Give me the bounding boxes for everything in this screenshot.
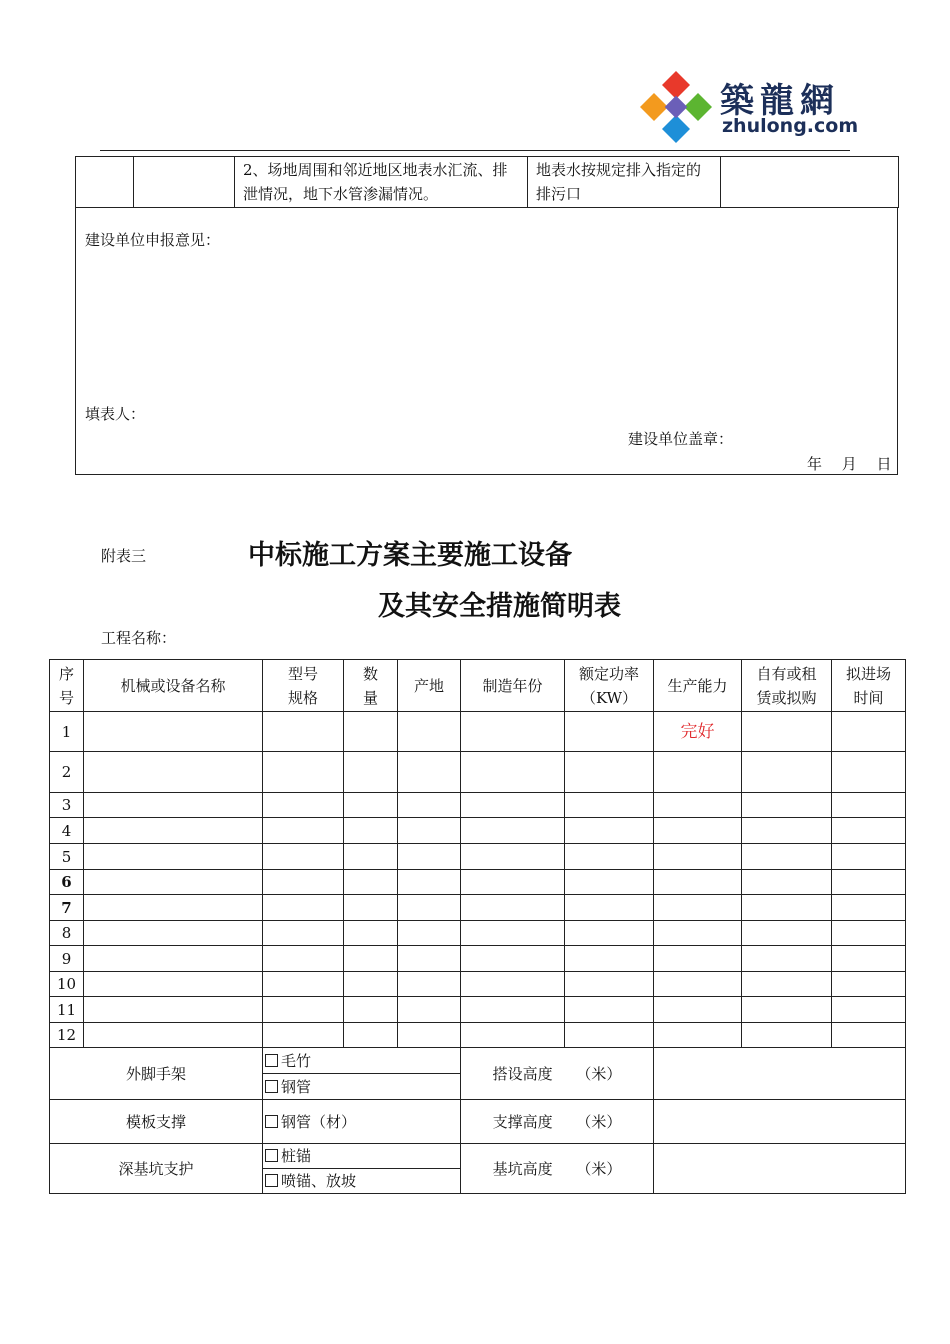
table-title-line2: 及其安全措施简明表 (378, 591, 621, 622)
table-row (50, 870, 906, 895)
header-model: 型号 规格 (263, 660, 344, 712)
annex-label: 附表三 (101, 547, 147, 565)
table-row (50, 921, 906, 946)
row-number: 1 (50, 712, 84, 752)
checkbox-icon[interactable] (265, 1054, 278, 1067)
row-number: 8 (50, 921, 84, 946)
checkbox-icon[interactable] (265, 1149, 278, 1162)
checkbox-icon[interactable] (265, 1174, 278, 1187)
header-seq: 序 号 (50, 660, 84, 712)
option-item[interactable]: 钢管（材） (263, 1100, 461, 1144)
header-quantity: 数 量 (344, 660, 398, 712)
row-number: 10 (50, 972, 84, 997)
empty-cell (134, 157, 235, 208)
capacity-status: 完好 (654, 712, 742, 752)
safety-name: 深基坑支护 (50, 1144, 263, 1194)
safety-name: 模板支撑 (50, 1100, 263, 1144)
header-arrival-time: 拟进场 时间 (832, 660, 906, 712)
row-number: 7 (50, 895, 84, 921)
header-origin: 产地 (398, 660, 461, 712)
table-row (50, 997, 906, 1023)
header-year: 制造年份 (461, 660, 565, 712)
opinion-box (75, 207, 898, 475)
table-row (50, 844, 906, 870)
site-condition-table (75, 156, 899, 208)
logo-chinese-text: 築龍網 (720, 81, 840, 121)
opinion-label: 建设单位申报意见： (85, 231, 221, 249)
header-equipment-name: 机械或设备名称 (84, 660, 263, 712)
date-label: 年 月 日 (807, 455, 892, 473)
row-number: 9 (50, 946, 84, 972)
option-item[interactable]: 桩锚 (263, 1144, 461, 1169)
safety-row-formwork (50, 1100, 906, 1144)
table-row (50, 712, 906, 752)
item-description: 2、场地周围和邻近地区地表水汇流、排泄情况，地下水管渗漏情况。 (235, 157, 528, 208)
table-row (50, 972, 906, 997)
row-number: 4 (50, 818, 84, 844)
equipment-table (49, 659, 906, 1194)
item-requirement: 地表水按规定排入指定的排污口 (528, 157, 721, 208)
row-number: 2 (50, 752, 84, 793)
project-name-label: 工程名称： (101, 629, 177, 647)
table-title-line1: 中标施工方案主要施工设备 (248, 540, 572, 571)
table-row (50, 895, 906, 921)
safety-row-scaffold (50, 1048, 906, 1074)
checkbox-icon[interactable] (265, 1080, 278, 1093)
safety-measure: 基坑高度 （米） (461, 1144, 654, 1194)
row-number: 3 (50, 793, 84, 818)
safety-row-pit (50, 1144, 906, 1169)
option-item[interactable]: 喷锚、放坡 (263, 1169, 461, 1194)
table-row (50, 752, 906, 793)
safety-value[interactable] (654, 1144, 906, 1194)
table-row (50, 818, 906, 844)
safety-value[interactable] (654, 1048, 906, 1100)
table-row (50, 1023, 906, 1048)
checkbox-icon[interactable] (265, 1115, 278, 1128)
safety-name: 外脚手架 (50, 1048, 263, 1100)
safety-measure: 搭设高度 （米） (461, 1048, 654, 1100)
header-power: 额定功率 （KW） (565, 660, 654, 712)
table-row (50, 793, 906, 818)
logo-domain-text: zhulong.com (722, 115, 859, 137)
empty-cell (76, 157, 134, 208)
row-number: 11 (50, 997, 84, 1023)
row-number: 12 (50, 1023, 84, 1048)
stamp-label: 建设单位盖章： (628, 430, 734, 448)
option-item[interactable]: 毛竹 (263, 1048, 461, 1074)
row-number: 5 (50, 844, 84, 870)
header-rule (100, 150, 850, 151)
header-row (50, 660, 906, 712)
row-number: 6 (50, 870, 84, 895)
safety-value[interactable] (654, 1100, 906, 1144)
option-item[interactable]: 钢管 (263, 1074, 461, 1100)
filler-label: 填表人： (85, 405, 146, 423)
header-capacity: 生产能力 (654, 660, 742, 712)
empty-cell (721, 157, 899, 208)
table-row (50, 946, 906, 972)
safety-measure: 支撑高度 （米） (461, 1100, 654, 1144)
header-ownership: 自有或租 赁或拟购 (742, 660, 832, 712)
